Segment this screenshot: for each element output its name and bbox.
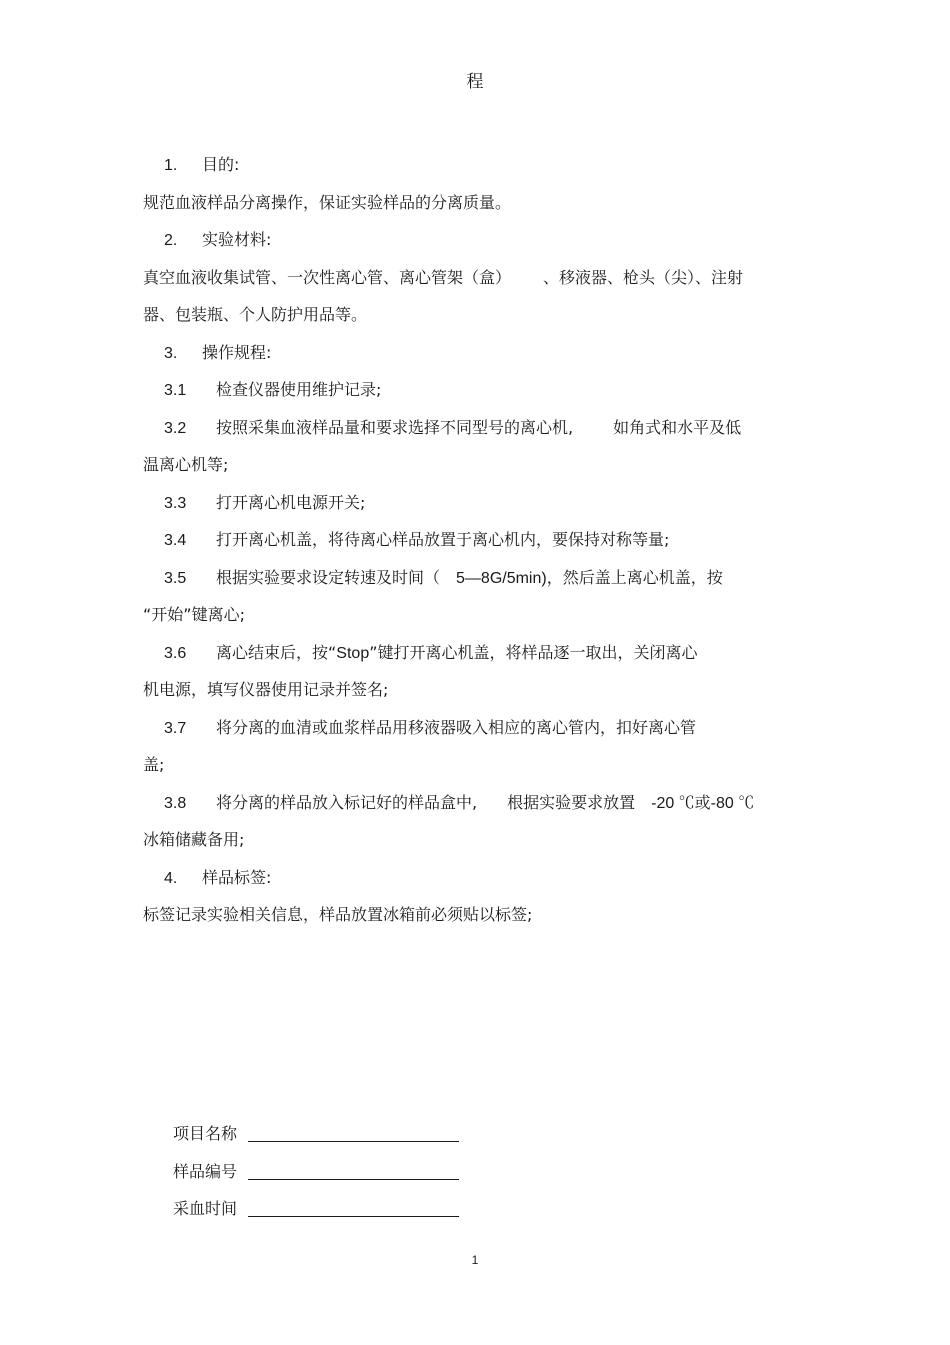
step-3-7 [143,709,813,747]
step-number: 3.6 [164,644,187,662]
step-3-7-continued: 盖; [143,755,165,774]
paragraph-materials-line1 [143,259,813,297]
step-number: 3.3 [164,494,187,512]
step-text: 按照采集血液样品量和要求选择不同型号的离心机, [216,417,574,437]
step-3-3 [143,484,813,522]
step-3-4 [143,521,813,559]
collection-time-label: 采血时间 [173,1199,238,1218]
step-text: Stop [336,644,370,662]
step-text: 根据实验要求设定转速及时间（ [216,567,441,587]
step-number: 3.2 [164,419,187,437]
step-text: 如角式和水平及低 [613,417,742,437]
section-heading-materials [143,221,813,259]
section-heading-purpose [143,146,813,184]
paragraph-materials-line2: 器、包装瓶、个人防护用品等。 [143,305,368,324]
step-text: 5—8G/5min)，然后盖上离心机盖，按 [456,569,723,587]
step-3-6 [143,634,813,672]
step-3-8-continued: 冰箱储藏备用; [143,830,245,849]
document-body [143,146,813,934]
step-3-8 [143,784,813,822]
step-text: 检查仪器使用维护记录; [216,380,382,399]
text-run: 真空血液收集试管、一次性离心管、离心管架（盒） [143,267,512,287]
section-heading-label [143,859,813,897]
step-text: 将分离的样品放入标记好的样品盒中, [216,792,478,812]
text-run: 、移液器、枪头（尖）、注射 [543,267,744,287]
section-number: 1. [164,157,178,174]
step-text: 根据实验要求放置 [507,792,636,812]
step-text: 将分离的血清或血浆样品用移液器吸入相应的离心管内，扣好离心管 [216,717,697,737]
section-title: 目的: [202,155,240,174]
step-3-2-continued: 温离心机等; [143,455,229,474]
form-row-time [173,1190,473,1228]
project-name-label: 项目名称 [173,1124,238,1143]
section-heading-procedure [143,334,813,372]
document-title: 程 [466,72,484,92]
step-number: 3.5 [164,569,187,587]
step-3-1 [143,371,813,409]
step-3-5 [143,559,813,597]
section-title: 样品标签: [202,867,272,887]
paragraph-purpose: 规范血液样品分离操作，保证实验样品的分离质量。 [143,192,512,212]
section-number: 4. [164,869,178,887]
section-number: 3. [164,344,178,362]
step-text: ”键打开离心机盖，将样品逐一取出，关闭离心 [369,642,698,662]
step-number: 3.8 [164,794,187,812]
step-3-5-continued: “开始”键离心; [143,605,245,624]
step-number: 3.1 [164,382,187,399]
form-row-sample [173,1153,473,1191]
page-number: 1 [471,1253,479,1267]
step-text: 离心结束后，按“ [216,642,337,662]
step-text: 打开离心机电源开关; [216,492,366,512]
section-number: 2. [164,232,178,249]
sample-number-blank [248,1179,459,1180]
paragraph-label: 标签记录实验相关信息，样品放置冰箱前必须贴以标签; [143,905,533,924]
sample-label-form [173,1115,473,1228]
step-text: 打开离心机盖，将待离心样品放置于离心机内，要保持对称等量; [216,530,670,549]
sample-number-label: 样品编号 [173,1161,238,1181]
section-title: 操作规程: [202,342,272,362]
step-number: 3.4 [164,532,187,549]
project-name-blank [248,1141,459,1142]
step-3-6-continued: 机电源，填写仪器使用记录并签名; [143,680,389,699]
form-row-project [173,1115,473,1153]
step-3-2 [143,409,813,447]
collection-time-blank [248,1216,459,1217]
section-title: 实验材料: [202,230,272,249]
step-text: -20 ℃或-80 ℃ [651,794,755,812]
step-number: 3.7 [164,719,187,737]
